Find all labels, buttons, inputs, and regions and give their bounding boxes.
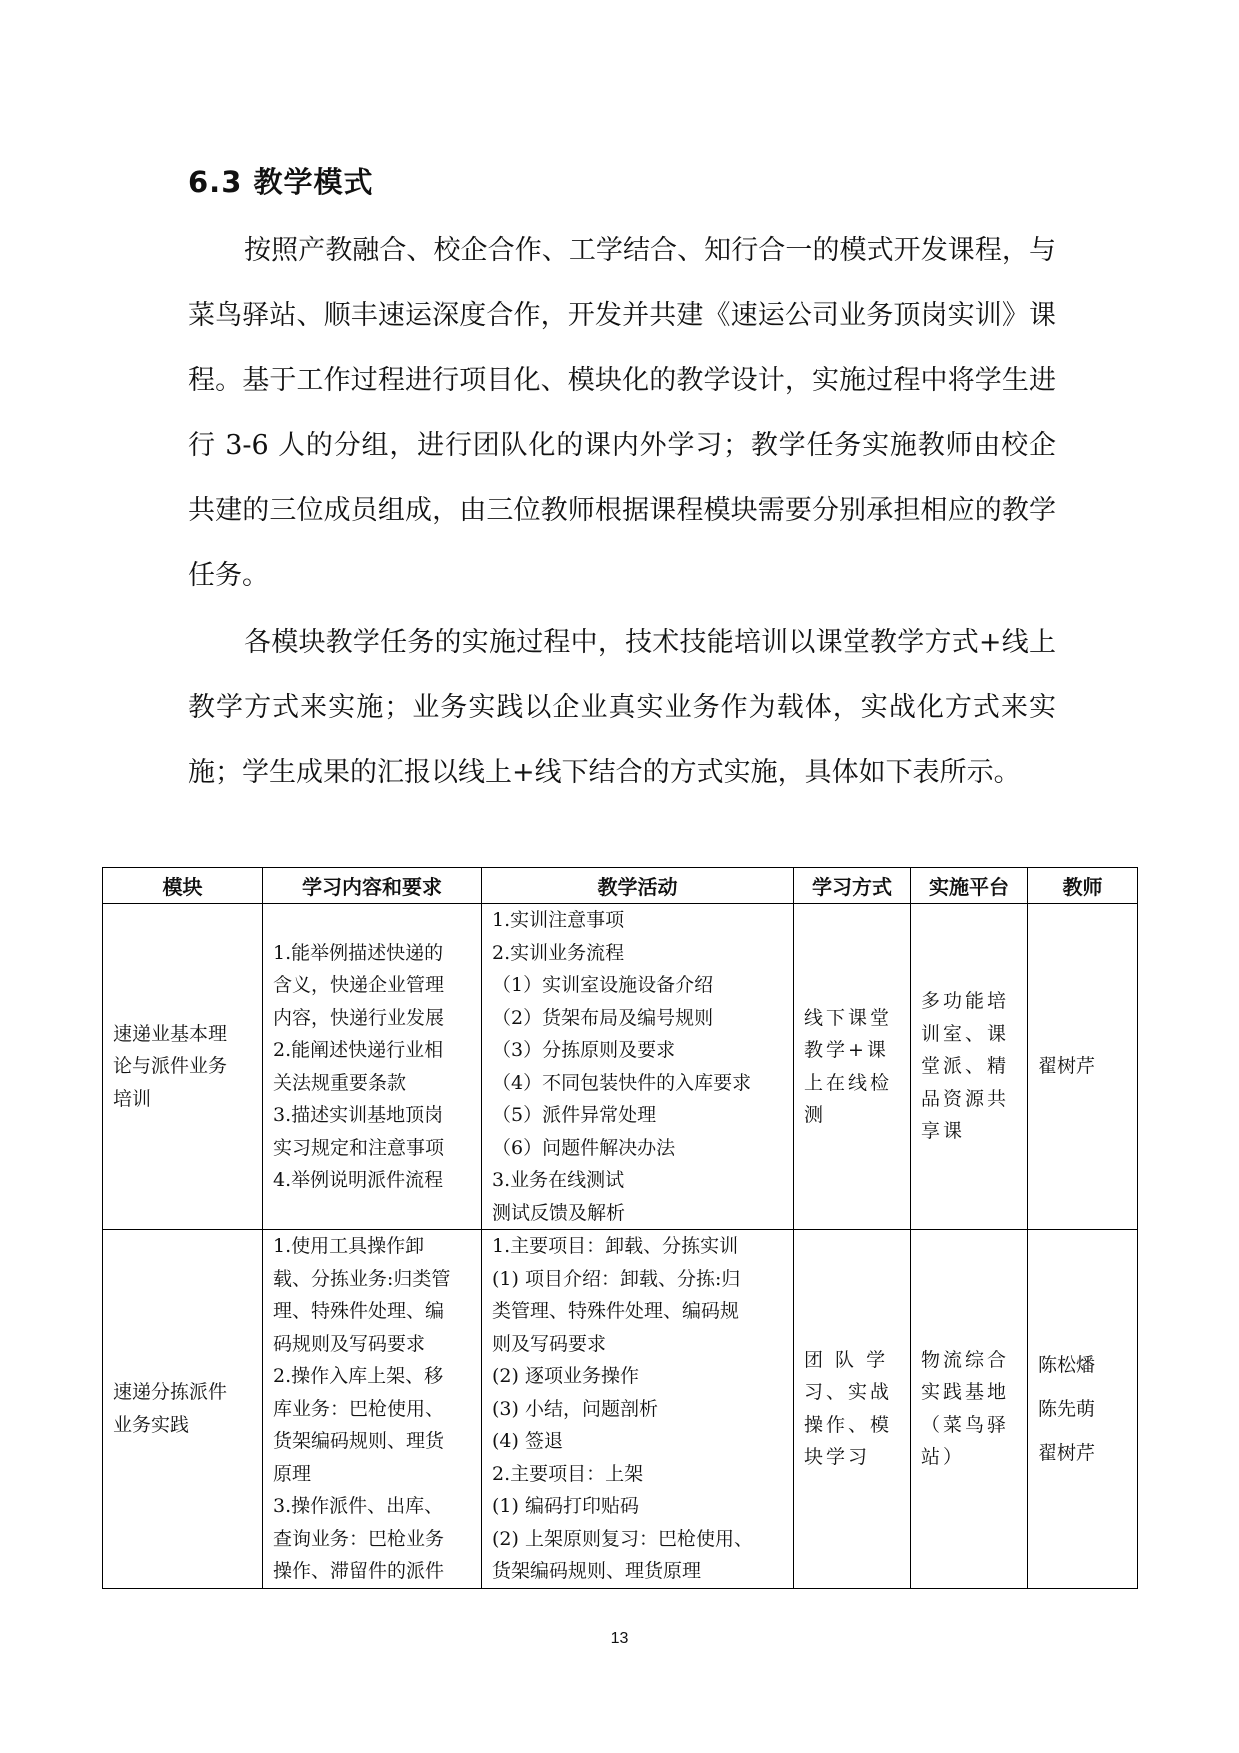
cell-line: 2.实训业务流程 [492,941,625,964]
cell-line: （2）货架布局及编号规则 [492,1006,714,1029]
cell-line: 堂派、精 [921,1055,1010,1078]
cell-line: （1）实训室设施设备介绍 [492,974,714,996]
paragraph-implementation: 各模块教学任务的实施过程中，技术技能培训以课堂教学方式+线上教学方式来实施；业务实践以企业真实业务作为载体，实战化方式来实施；学生成果的汇报以线上+线下结合的方式实施，具体如下表所示。 [188,627,1056,788]
cell-line: 多功能培 [921,990,1010,1013]
cell-line: 关法规重要条款 [273,1071,407,1094]
cell-platform [911,904,1028,1230]
cell-line: 2.主要项目：上架 [492,1462,644,1485]
cell-line: 含义，快递企业管理 [273,974,445,996]
cell-line: 2.操作入库上架、移 [273,1365,444,1387]
header-content: 学习内容和要求 [263,868,482,904]
cell-line: 陈先萌 [1038,1397,1096,1420]
cell-line: 3.业务在线测试 [492,1169,625,1191]
cell-line: 3.操作派件、出库、 [273,1495,444,1517]
teaching-mode-table [102,867,1138,1589]
cell-platform [911,1230,1028,1589]
cell-line: 习、实战 [804,1381,893,1404]
cell-line: 测 [804,1104,827,1126]
header-activities: 教学活动 [482,868,794,904]
cell-content [263,1230,482,1589]
cell-line: 业务实践 [113,1413,190,1436]
cell-line: 货架编码规则、理货原理 [492,1560,702,1582]
cell-line: 论与派件业务 [113,1055,228,1078]
cell-line: 线下课堂 [804,1006,893,1029]
cell-line: 团 队 学 [804,1348,889,1371]
cell-line: （菜鸟驿 [921,1413,1010,1436]
cell-line: 载、分拣业务:归类管 [273,1267,451,1290]
cell-line: 理、特殊件处理、编 [273,1300,445,1322]
cell-activities [482,1230,794,1589]
cell-line: 3.描述实训基地顶岗 [273,1104,444,1126]
cell-method [794,904,911,1230]
cell-line: 站） [921,1446,966,1469]
cell-line: 速递分拣派件 [113,1381,228,1404]
cell-line: 货架编码规则、理货 [273,1430,445,1452]
cell-line: 翟树芹 [1038,1055,1096,1078]
cell-line: 培训 [113,1087,152,1110]
cell-line: 陈松燔 [1038,1353,1096,1376]
table-row [103,904,1138,1230]
cell-line: 1.实训注意事项 [492,909,625,931]
cell-line: 品资源共 [921,1087,1010,1110]
cell-line: (1) 项目介绍：卸载、分拣:归 [492,1267,741,1290]
cell-line: 速递业基本理 [113,1022,228,1045]
cell-line: 块学习 [804,1446,871,1469]
cell-line: (2) 上架原则复习：巴枪使用、 [492,1527,753,1550]
cell-line: 2.能阐述快递行业相 [273,1039,444,1061]
cell-line: 操作、滞留件的派件 [273,1560,445,1582]
table-row [103,1230,1138,1589]
cell-line: 翟树芹 [1038,1441,1096,1464]
cell-line: 库业务：巴枪使用、 [273,1397,445,1420]
cell-line: 实习规定和注意事项 [273,1136,445,1159]
cell-line: 上在线检 [804,1071,893,1094]
cell-line: 查询业务：巴枪业务 [273,1527,445,1550]
cell-module [103,1230,263,1589]
cell-line: （5）派件异常处理 [492,1104,657,1126]
cell-activities [482,904,794,1230]
cell-module [103,904,263,1230]
cell-line: （3）分拣原则及要求 [492,1039,676,1061]
header-teacher: 教师 [1028,868,1138,904]
cell-line: 教学+课 [804,1039,889,1061]
cell-line: 享课 [921,1120,966,1143]
cell-line: 则及写码要求 [492,1332,607,1355]
paragraph-teaching-mode: 按照产教融合、校企合作、工学结合、知行合一的模式开发课程，与菜鸟驿站、顺丰速运深度合作，开发并共建《速运公司业务顶岗实训》课程。基于工作过程进行项目化、模块化的教学设计，实施过程中将学生进行 3-6 人的分组，进行团队化的课内外学习；教学任务实施教师由校企共建的三位成员组成，由三位教师根据课程模块需要分别承担相应的教学任务。 [188,235,1056,591]
cell-teacher [1028,1230,1138,1589]
cell-line: （6）问题件解决办法 [492,1136,676,1159]
cell-line: 物流综合 [921,1348,1010,1371]
cell-content [263,904,482,1230]
cell-line: 操作、模 [804,1413,893,1436]
cell-line: 4.举例说明派件流程 [273,1169,444,1191]
cell-line: 实践基地 [921,1381,1010,1404]
cell-teacher [1028,904,1138,1230]
cell-line: 码规则及写码要求 [273,1332,426,1355]
cell-line: (4) 签退 [492,1430,563,1452]
header-module: 模块 [103,868,263,904]
cell-line: 内容，快递行业发展 [273,1006,445,1029]
cell-line: 测试反馈及解析 [492,1201,626,1224]
cell-line: 训室、课 [921,1022,1010,1045]
section-heading: 6.3 教学模式 [188,165,374,199]
cell-line: 类管理、特殊件处理、编码规 [492,1300,740,1322]
cell-line: （4）不同包装快件的入库要求 [492,1071,752,1094]
cell-line: (1) 编码打印贴码 [492,1495,639,1517]
header-method: 学习方式 [794,868,911,904]
cell-line: 1.主要项目：卸载、分拣实训 [492,1235,739,1257]
cell-line: 原理 [273,1462,312,1485]
cell-line: 1.使用工具操作卸 [273,1235,425,1257]
cell-method [794,1230,911,1589]
cell-line: 1.能举例描述快递的 [273,941,444,964]
page-number: 13 [610,1630,629,1647]
header-platform: 实施平台 [911,868,1028,904]
table-header-row [103,868,1138,904]
cell-line: (3) 小结，问题剖析 [492,1397,658,1420]
cell-line: (2) 逐项业务操作 [492,1365,639,1387]
